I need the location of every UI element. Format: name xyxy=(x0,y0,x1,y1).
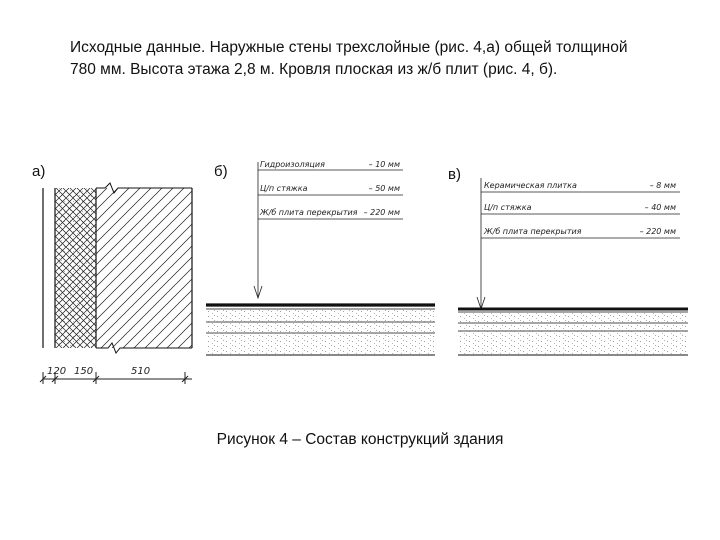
layer-thickness: – 10 мм xyxy=(368,160,400,169)
hatch-line xyxy=(0,188,62,348)
layer-name: Ж/б плита перекрытия xyxy=(260,208,358,217)
panel-a-label: а) xyxy=(32,163,46,180)
layer-thickness: – 40 мм xyxy=(644,203,676,212)
dimension-label-inner: 120 xyxy=(47,366,67,377)
layer-name: Ж/б плита перекрытия xyxy=(484,227,582,236)
hatch-line xyxy=(21,188,181,348)
top-break-line xyxy=(96,183,192,193)
intro-line-1: Исходные данные. Наружные стены трехслойные (рис. 4,а) общей толщиной xyxy=(70,39,628,56)
layer-thickness: – 50 мм xyxy=(368,184,400,193)
hatch-line xyxy=(21,188,181,348)
hatch-line xyxy=(28,188,188,348)
panel-c-label: в) xyxy=(448,166,461,183)
hatch-line xyxy=(0,188,55,348)
hatch-line xyxy=(0,188,62,348)
layer-name: Керамическая плитка xyxy=(484,181,577,190)
hatch-line xyxy=(0,188,55,348)
hatch-line xyxy=(28,188,188,348)
insulation-fill xyxy=(55,188,96,348)
layer-thickness: – 8 мм xyxy=(649,181,676,190)
layer-name: Ц/п стяжка xyxy=(484,203,532,212)
dimension-label-outer: 510 xyxy=(131,366,151,377)
roof-b-section xyxy=(206,305,435,355)
floor-c-section xyxy=(458,309,688,355)
floor-c-leaders xyxy=(477,178,680,309)
figure-caption: Рисунок 4 – Состав конструкций здания xyxy=(216,431,504,448)
roof-b-leaders xyxy=(254,162,403,298)
dimension-label-insulation: 150 xyxy=(74,366,94,377)
intro-line-2: 780 мм. Высота этажа 2,8 м. Кровля плоская из ж/б плит (рис. 4, б). xyxy=(70,61,558,78)
layer-name: Гидроизоляция xyxy=(260,160,325,169)
layer-thickness: – 220 мм xyxy=(363,208,400,217)
panel-b-label: б) xyxy=(214,163,228,180)
layer-name: Ц/п стяжка xyxy=(260,184,308,193)
hatch-line xyxy=(24,188,184,348)
bottom-break-line xyxy=(96,343,192,353)
layer-thickness: – 220 мм xyxy=(639,227,676,236)
